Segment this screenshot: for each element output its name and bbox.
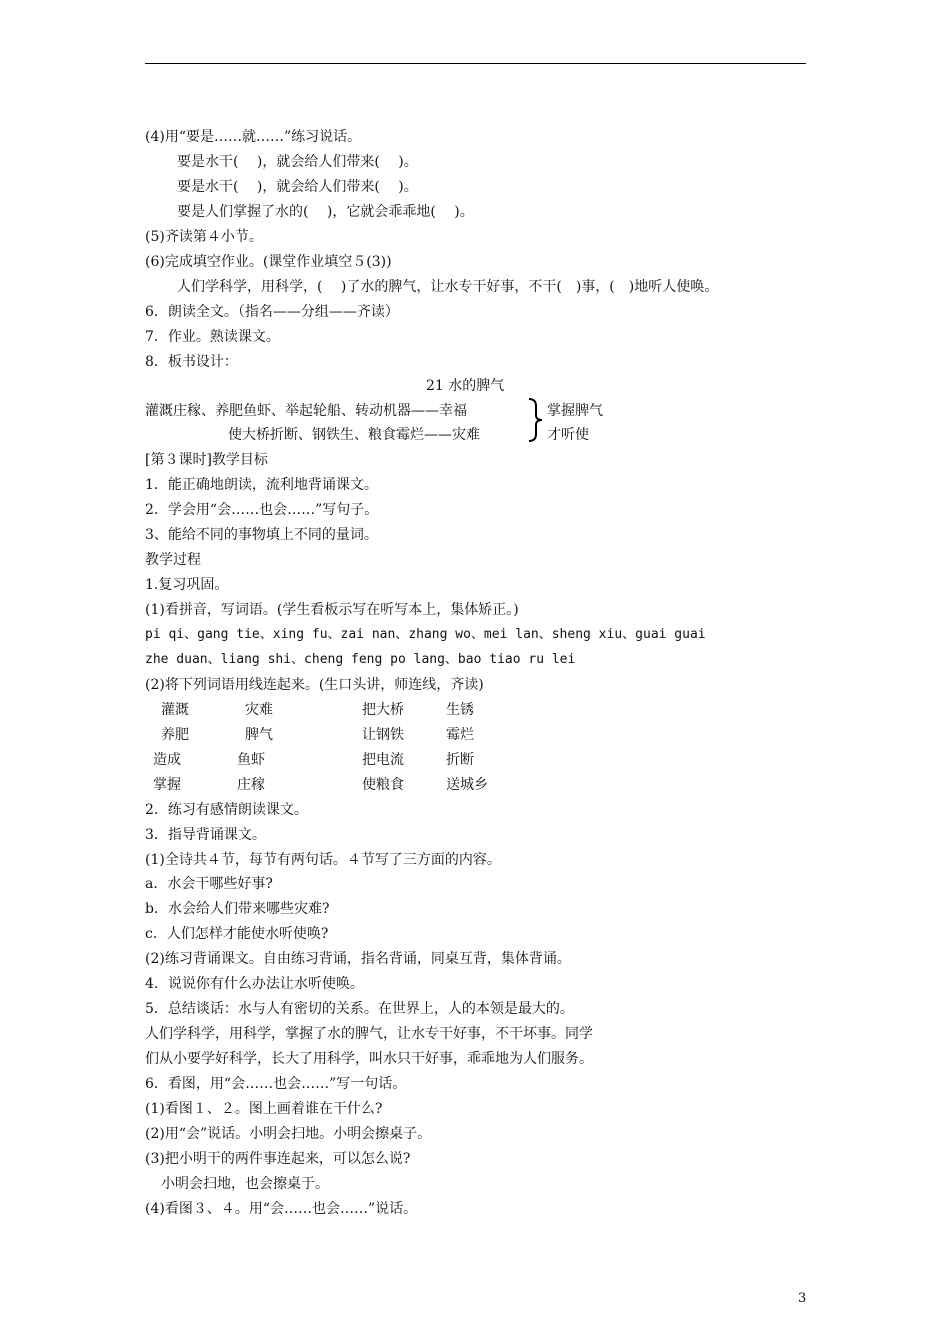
match-word: 把电流	[362, 752, 404, 768]
match-word: 让钢铁	[362, 727, 404, 743]
text-line: 6．看图，用“会……也会……”写一句话。	[145, 1076, 407, 1092]
match-word: 把大桥	[362, 702, 404, 718]
text-line: (1)看图１、２。图上画着谁在干什么?	[145, 1101, 383, 1117]
text-line: 8．板书设计：	[145, 354, 238, 370]
text-line: 2．练习有感情朗读课文。	[145, 802, 308, 818]
pinyin-line: pi qi、gang tie、xing fu、zai nan、zhang wo、mei lan、sheng xiu、guai guai	[145, 627, 706, 642]
match-title: (2)将下列词语用线连起来。(生口头讲，师连线，齐读)	[145, 677, 484, 693]
text-line: 1.复习巩固。	[145, 577, 229, 593]
match-word: 使粮食	[362, 777, 404, 793]
text-line: 6．朗读全文。（指名——分组——齐读）	[145, 304, 399, 320]
text-line: 要是水干( )，就会给人们带来( )。	[177, 179, 418, 195]
text-line: (2)用“会”说话。小明会扫地。小明会擦桌子。	[145, 1126, 432, 1142]
text-line: 2．学会用“会……也会……”写句子。	[145, 502, 379, 518]
match-word: 脾气	[245, 727, 273, 743]
match-word: 鱼虾	[237, 752, 265, 768]
match-word: 生锈	[446, 702, 474, 718]
brace-icon	[527, 398, 545, 442]
text-line: 4．说说你有什么办法让水听使唤。	[145, 976, 364, 992]
text-line: 要是水干( )，就会给人们带来( )。	[177, 154, 418, 170]
text-line: (3)把小明干的两件事连起来，可以怎么说?	[145, 1151, 411, 1167]
text-line: 3、能给不同的事物填上不同的量词。	[145, 527, 378, 543]
text-line: c．人们怎样才能使水听使唤?	[145, 926, 329, 942]
match-word: 折断	[446, 752, 474, 768]
match-word: 霉烂	[446, 727, 474, 743]
pinyin-line: zhe duan、liang shi、cheng feng po lang、bao tiao ru lei	[145, 652, 576, 667]
text-line: (4)看图３、４。用“会……也会……”说话。	[145, 1201, 418, 1217]
text-line: b．水会给人们带来哪些灾难?	[145, 901, 330, 917]
text-line: [第３课时]教学目标	[145, 452, 268, 468]
text-line: (5)齐读第４小节。	[145, 229, 263, 245]
text-line: (4)用“要是……就……”练习说话。	[145, 129, 362, 145]
match-word: 灾难	[245, 702, 273, 718]
board-row: 灌溉庄稼、养肥鱼虾、举起轮船、转动机器——幸福	[145, 403, 467, 419]
match-word: 造成	[153, 752, 181, 768]
text-line: (2)练习背诵课文。自由练习背诵，指名背诵，同桌互背，集体背诵。	[145, 951, 571, 967]
text-line: a．水会干哪些好事?	[145, 876, 273, 892]
text-line: (1)看拼音，写词语。(学生看板示写在听写本上，集体矫正。)	[145, 602, 519, 618]
board-title: 21 水的脾气	[426, 378, 505, 394]
match-word: 灌溉	[161, 702, 189, 718]
board-row: 使大桥折断、钢铁生、粮食霉烂——灾难	[228, 427, 480, 443]
text-line: 1．能正确地朗读，流利地背诵课文。	[145, 477, 378, 493]
page-number: 3	[798, 1291, 807, 1306]
board-right: 掌握脾气	[547, 403, 603, 419]
text-line: (1)全诗共４节，每节有两句话。４节写了三方面的内容。	[145, 852, 501, 868]
header-rule	[145, 63, 806, 64]
text-line: 教学过程	[145, 552, 201, 568]
text-line: (6)完成填空作业。(课堂作业填空５(3))	[145, 254, 392, 270]
text-line: 3．指导背诵课文。	[145, 827, 266, 843]
text-line: 要是人们掌握了水的( )，它就会乖乖地( )。	[177, 204, 474, 220]
text-line: 5．总结谈话：水与人有密切的关系。在世界上，人的本领是最大的。	[145, 1001, 574, 1017]
text-line: 小明会扫地，也会擦桌于。	[161, 1176, 329, 1192]
text-line: 人们学科学，用科学，( )了水的脾气，让水专干好事，不干( )事，( )地听人使唤。	[177, 279, 719, 295]
board-right: 才听使	[547, 427, 589, 443]
text-line: 人们学科学，用科学，掌握了水的脾气，让水专干好事，不干坏事。同学	[145, 1026, 593, 1042]
text-line: 7．作业。熟读课文。	[145, 329, 280, 345]
text-line: 们从小要学好科学，长大了用科学，叫水只干好事，乖乖地为人们服务。	[145, 1051, 593, 1067]
match-word: 掌握	[153, 777, 181, 793]
match-word: 庄稼	[237, 777, 265, 793]
match-word: 养肥	[161, 727, 189, 743]
match-word: 送城乡	[446, 777, 488, 793]
